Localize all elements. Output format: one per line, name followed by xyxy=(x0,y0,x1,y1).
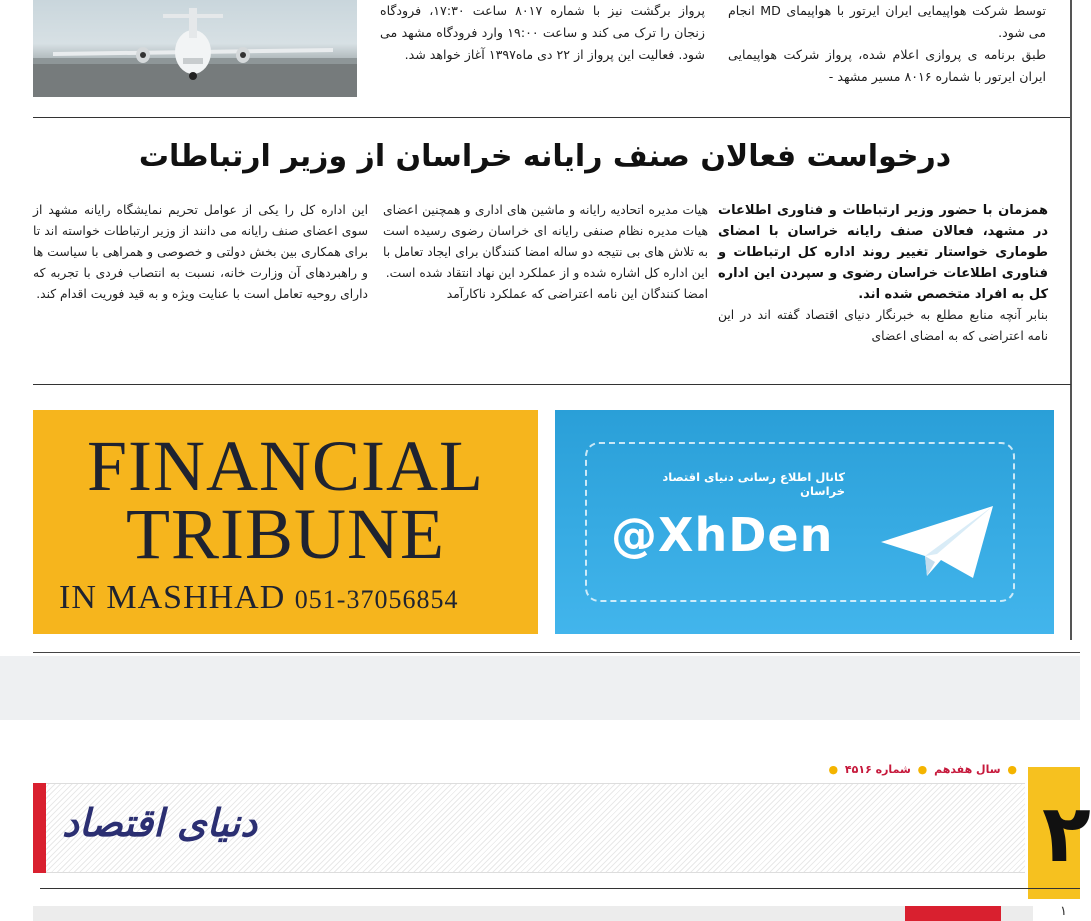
ft-title-line-1: FINANCIAL xyxy=(87,426,484,506)
top-right-paragraph-2: طبق برنامه ی پروازی اعلام شده، پرواز شرکت هواپیمایی ایران ایرتور با شماره ۸۰۱۶ مسیر مشهد - xyxy=(728,47,1046,84)
airplane-icon xyxy=(33,0,357,97)
article-lead: همزمان با حضور وزیر ارتباطات و فناوری اطلاعات در مشهد، فعالان صنف رایانه خراسان با امضای طوماری خواستار تغییر روند اداره کل ارتباطات و فناوری اطلاعات خراسان رضوی و سپردن این اداره کل به افراد متخصص شده اند. xyxy=(718,203,1048,302)
ft-phone: 051-37056854 xyxy=(294,585,459,614)
article-column-3-paragraph: این اداره کل را یکی از عوامل تحریم نمایشگاه رایانه مشهد از سوی اعضای صنف رایانه می دانند از وزیر ارتباطات خواسته اند تا برای همکاری بین بخش دولتی و خصوصی و همراهی با سیاست ها و راهبردهای آن وزارت خانه، نسبت به انتصاب فردی با تجربه که دارای روحیه تعامل است با عنایت ویژه و به قید فوریت اقدام کند. xyxy=(33,203,368,301)
top-right-column xyxy=(728,0,1046,100)
telegram-handle: @XhDen xyxy=(611,508,834,562)
bullet-icon: ● xyxy=(917,763,928,776)
next-page-header xyxy=(0,720,1091,921)
masthead-red-bar xyxy=(33,783,46,873)
newspaper-logo: دنیای اقتصاد xyxy=(62,800,258,845)
section-divider xyxy=(33,384,1071,385)
issue-label: شماره ۴۵۱۶ xyxy=(844,763,911,776)
page-bottom-rule xyxy=(33,652,1080,653)
row-number: ۱ xyxy=(1060,904,1067,919)
airplane-photo xyxy=(33,0,357,97)
year-label: سال هفدهم xyxy=(934,763,1001,776)
telegram-channel-ad[interactable] xyxy=(555,410,1054,634)
telegram-plane-icon xyxy=(877,502,997,582)
article-column-2-paragraph-1: هیات مدیره اتحادیه رایانه و ماشین های اداری و همچنین اعضای هیات مدیره نظام صنفی رایانه ای خراسان رضوی رسیده است به تلاش های بی نتیجه دو ساله امضا کنندگان برای ایجاد تعامل با این اداره کل اشاره شده و از عملکرد این نهاد انتقاد شده است. xyxy=(383,203,708,280)
ft-location-line xyxy=(59,576,458,622)
bullet-icon: ● xyxy=(828,763,839,776)
telegram-caption: کانال اطلاع رسانی دنیای اقتصاد خراسان xyxy=(662,470,845,498)
top-middle-paragraph: پرواز برگشت نیز با شماره ۸۰۱۷ ساعت ۱۷:۳۰، فرودگاه زنجان را ترک می کند و ساعت ۱۹:۰۰ وارد فرودگاه مشهد می شود. فعالیت این پرواز از ۲۲ دی ماه۱۳۹۷ آغاز خواهد شد. xyxy=(380,3,705,62)
next-row-strip xyxy=(33,906,1033,921)
ft-title-line-2: TRIBUNE xyxy=(126,494,445,574)
header-rule xyxy=(40,888,1080,889)
article-column-2 xyxy=(383,200,708,305)
article-column-1 xyxy=(718,200,1048,347)
article-column-2-paragraph-2: امضا کنندگان این نامه اعتراضی که عملکرد ناکارآمد xyxy=(446,287,708,301)
section-divider xyxy=(33,117,1071,118)
issue-info xyxy=(825,763,1020,776)
article-column-3 xyxy=(33,200,368,305)
top-right-paragraph-1: توسط شرکت هواپیمایی ایران ایرتور با هواپیمای MD انجام می شود. xyxy=(728,3,1046,40)
bullet-icon: ● xyxy=(1007,763,1017,776)
section-tag xyxy=(905,906,1001,921)
article-headline: درخواست فعالان صنف رایانه خراسان از وزیر ارتباطات xyxy=(138,139,952,174)
ft-location: IN MASHHAD xyxy=(59,579,286,616)
financial-tribune-ad[interactable] xyxy=(33,410,538,634)
page-number: ۲ xyxy=(1042,787,1091,880)
article-column-1-body: بنابر آنچه منابع مطلع به خبرنگار دنیای اقتصاد گفته اند در این نامه اعتراضی که به امضای اعضای xyxy=(718,308,1048,343)
page-side-rule xyxy=(1070,0,1072,640)
page-gap xyxy=(0,656,1080,720)
top-middle-column xyxy=(380,0,705,100)
